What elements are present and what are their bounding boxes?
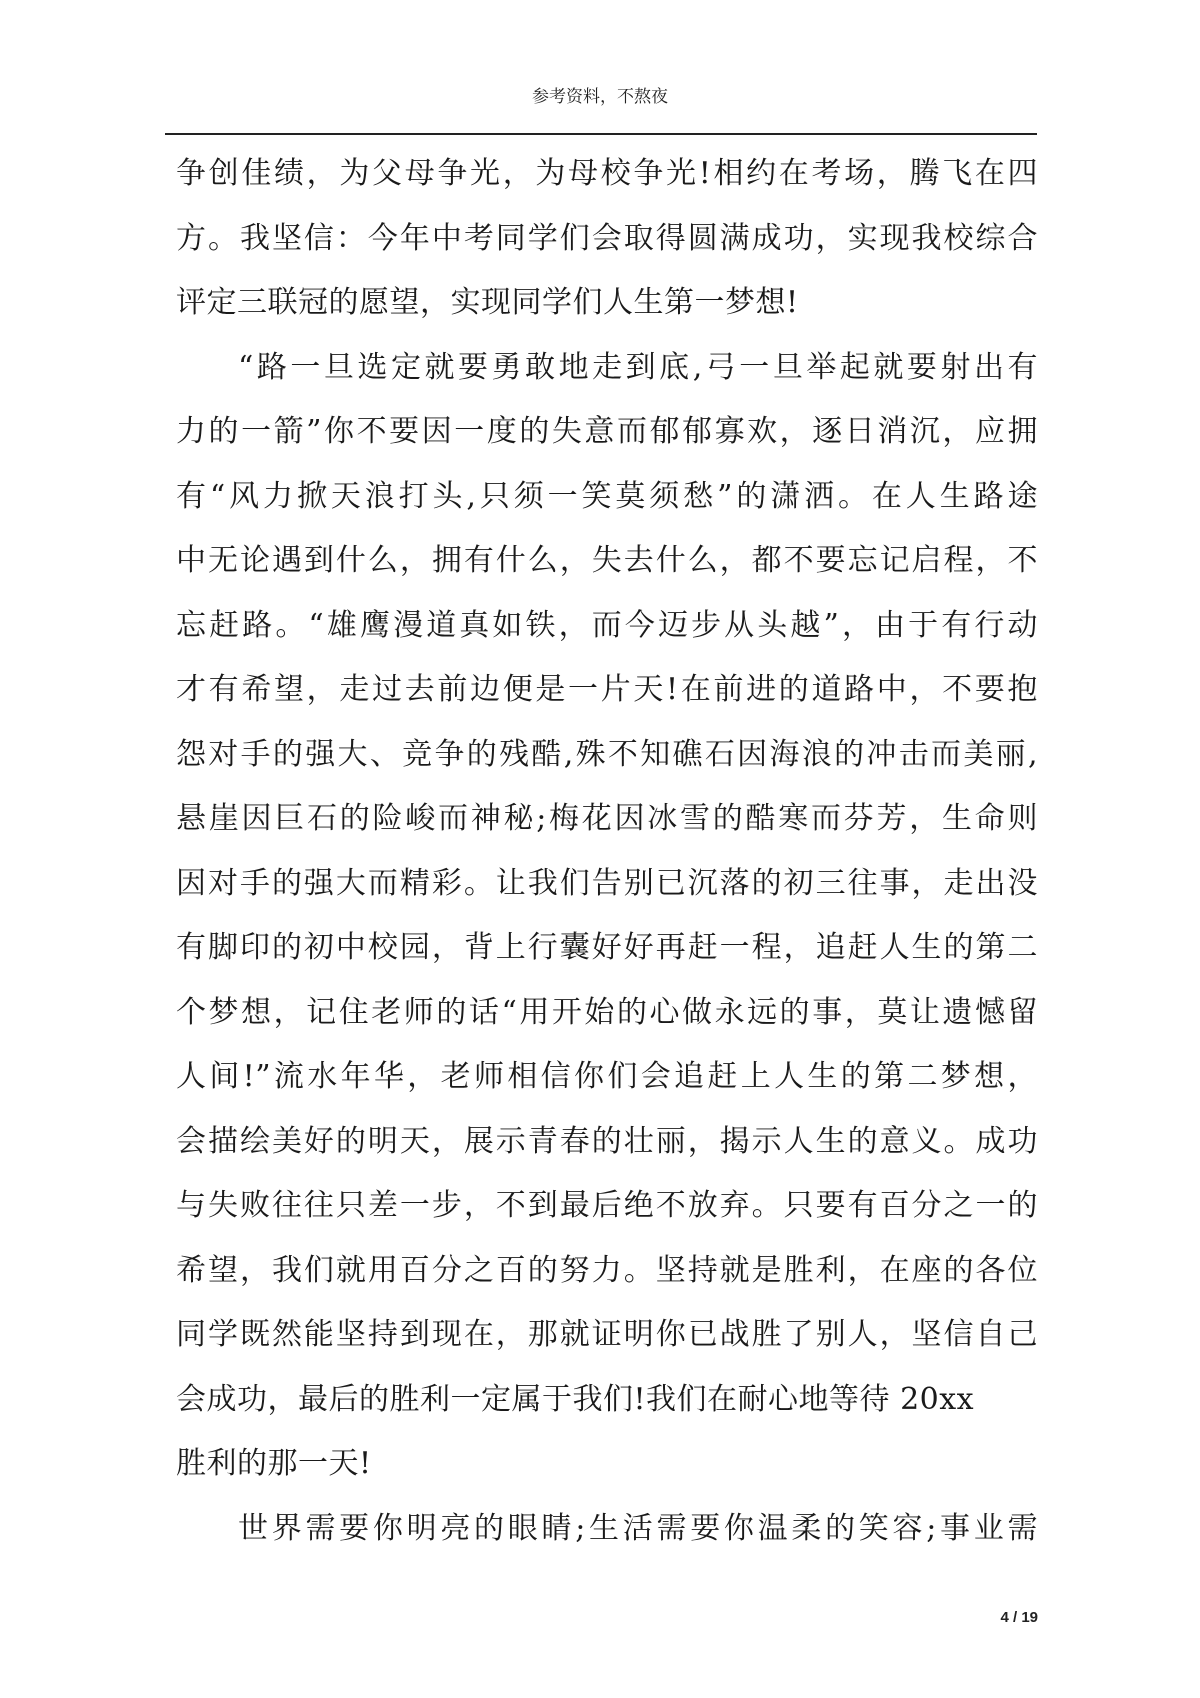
text-line: 胜利的那一天! bbox=[176, 1446, 372, 1481]
header-divider bbox=[165, 133, 1037, 135]
text-line: 悬崖因巨石的险峻而神秘;梅花因冰雪的酷寒而芬芳，生命则 bbox=[176, 801, 1038, 836]
text-line: 方。我坚信：今年中考同学们会取得圆满成功，实现我校综合 bbox=[176, 220, 1038, 256]
text-line: 中无论遇到什么，拥有什么，失去什么，都不要忘记启程，不 bbox=[176, 543, 1038, 578]
text-line: 因对手的强大而精彩。让我们告别已沉落的初三往事，走出没 bbox=[176, 865, 1038, 901]
text-line: 同学既然能坚持到现在，那就证明你已战胜了别人，坚信自己 bbox=[176, 1317, 1038, 1352]
text-line: 有脚印的初中校园，背上行囊好好再赶一程，追赶人生的第二 bbox=[176, 930, 1038, 965]
text-line: 个梦想，记住老师的话“用开始的心做永远的事，莫让遗憾留 bbox=[176, 994, 1038, 1030]
text-line: 会成功，最后的胜利一定属于我们!我们在耐心地等待 20xx bbox=[176, 1381, 975, 1417]
text-line: 争创佳绩，为父母争光，为母校争光!相约在考场，腾飞在四 bbox=[176, 156, 1038, 191]
document-body bbox=[176, 142, 1038, 1561]
text-line: 评定三联冠的愿望，实现同学们人生第一梦想! bbox=[176, 285, 799, 320]
text-line: 会描绘美好的明天，展示青春的壮丽，揭示人生的意义。成功 bbox=[176, 1123, 1038, 1159]
page-number: 4 / 19 bbox=[1000, 1609, 1038, 1626]
text-line: 力的一箭”你不要因一度的失意而郁郁寡欢，逐日消沉，应拥 bbox=[176, 414, 1038, 449]
text-line: 世界需要你明亮的眼睛;生活需要你温柔的笑容;事业需 bbox=[238, 1510, 1038, 1546]
text-line: “路一旦选定就要勇敢地走到底,弓一旦举起就要射出有 bbox=[238, 349, 1038, 385]
text-line: 忘赶路。“雄鹰漫道真如铁，而今迈步从头越”，由于有行动 bbox=[176, 607, 1038, 643]
text-line: 希望，我们就用百分之百的努力。坚持就是胜利，在座的各位 bbox=[176, 1252, 1038, 1288]
text-line: 有“风力掀天浪打头,只须一笑莫须愁”的潇洒。在人生路途 bbox=[176, 478, 1038, 514]
text-line: 才有希望，走过去前边便是一片天!在前进的道路中，不要抱 bbox=[176, 672, 1038, 707]
page-header-text: 参考资料，不熬夜 bbox=[532, 87, 668, 107]
text-line: 与失败往往只差一步，不到最后绝不放弃。只要有百分之一的 bbox=[176, 1188, 1038, 1223]
text-line: 怨对手的强大、竞争的残酷,殊不知礁石因海浪的冲击而美丽, bbox=[176, 736, 1038, 772]
text-line: 人间!”流水年华，老师相信你们会追赶上人生的第二梦想， bbox=[176, 1059, 1038, 1094]
